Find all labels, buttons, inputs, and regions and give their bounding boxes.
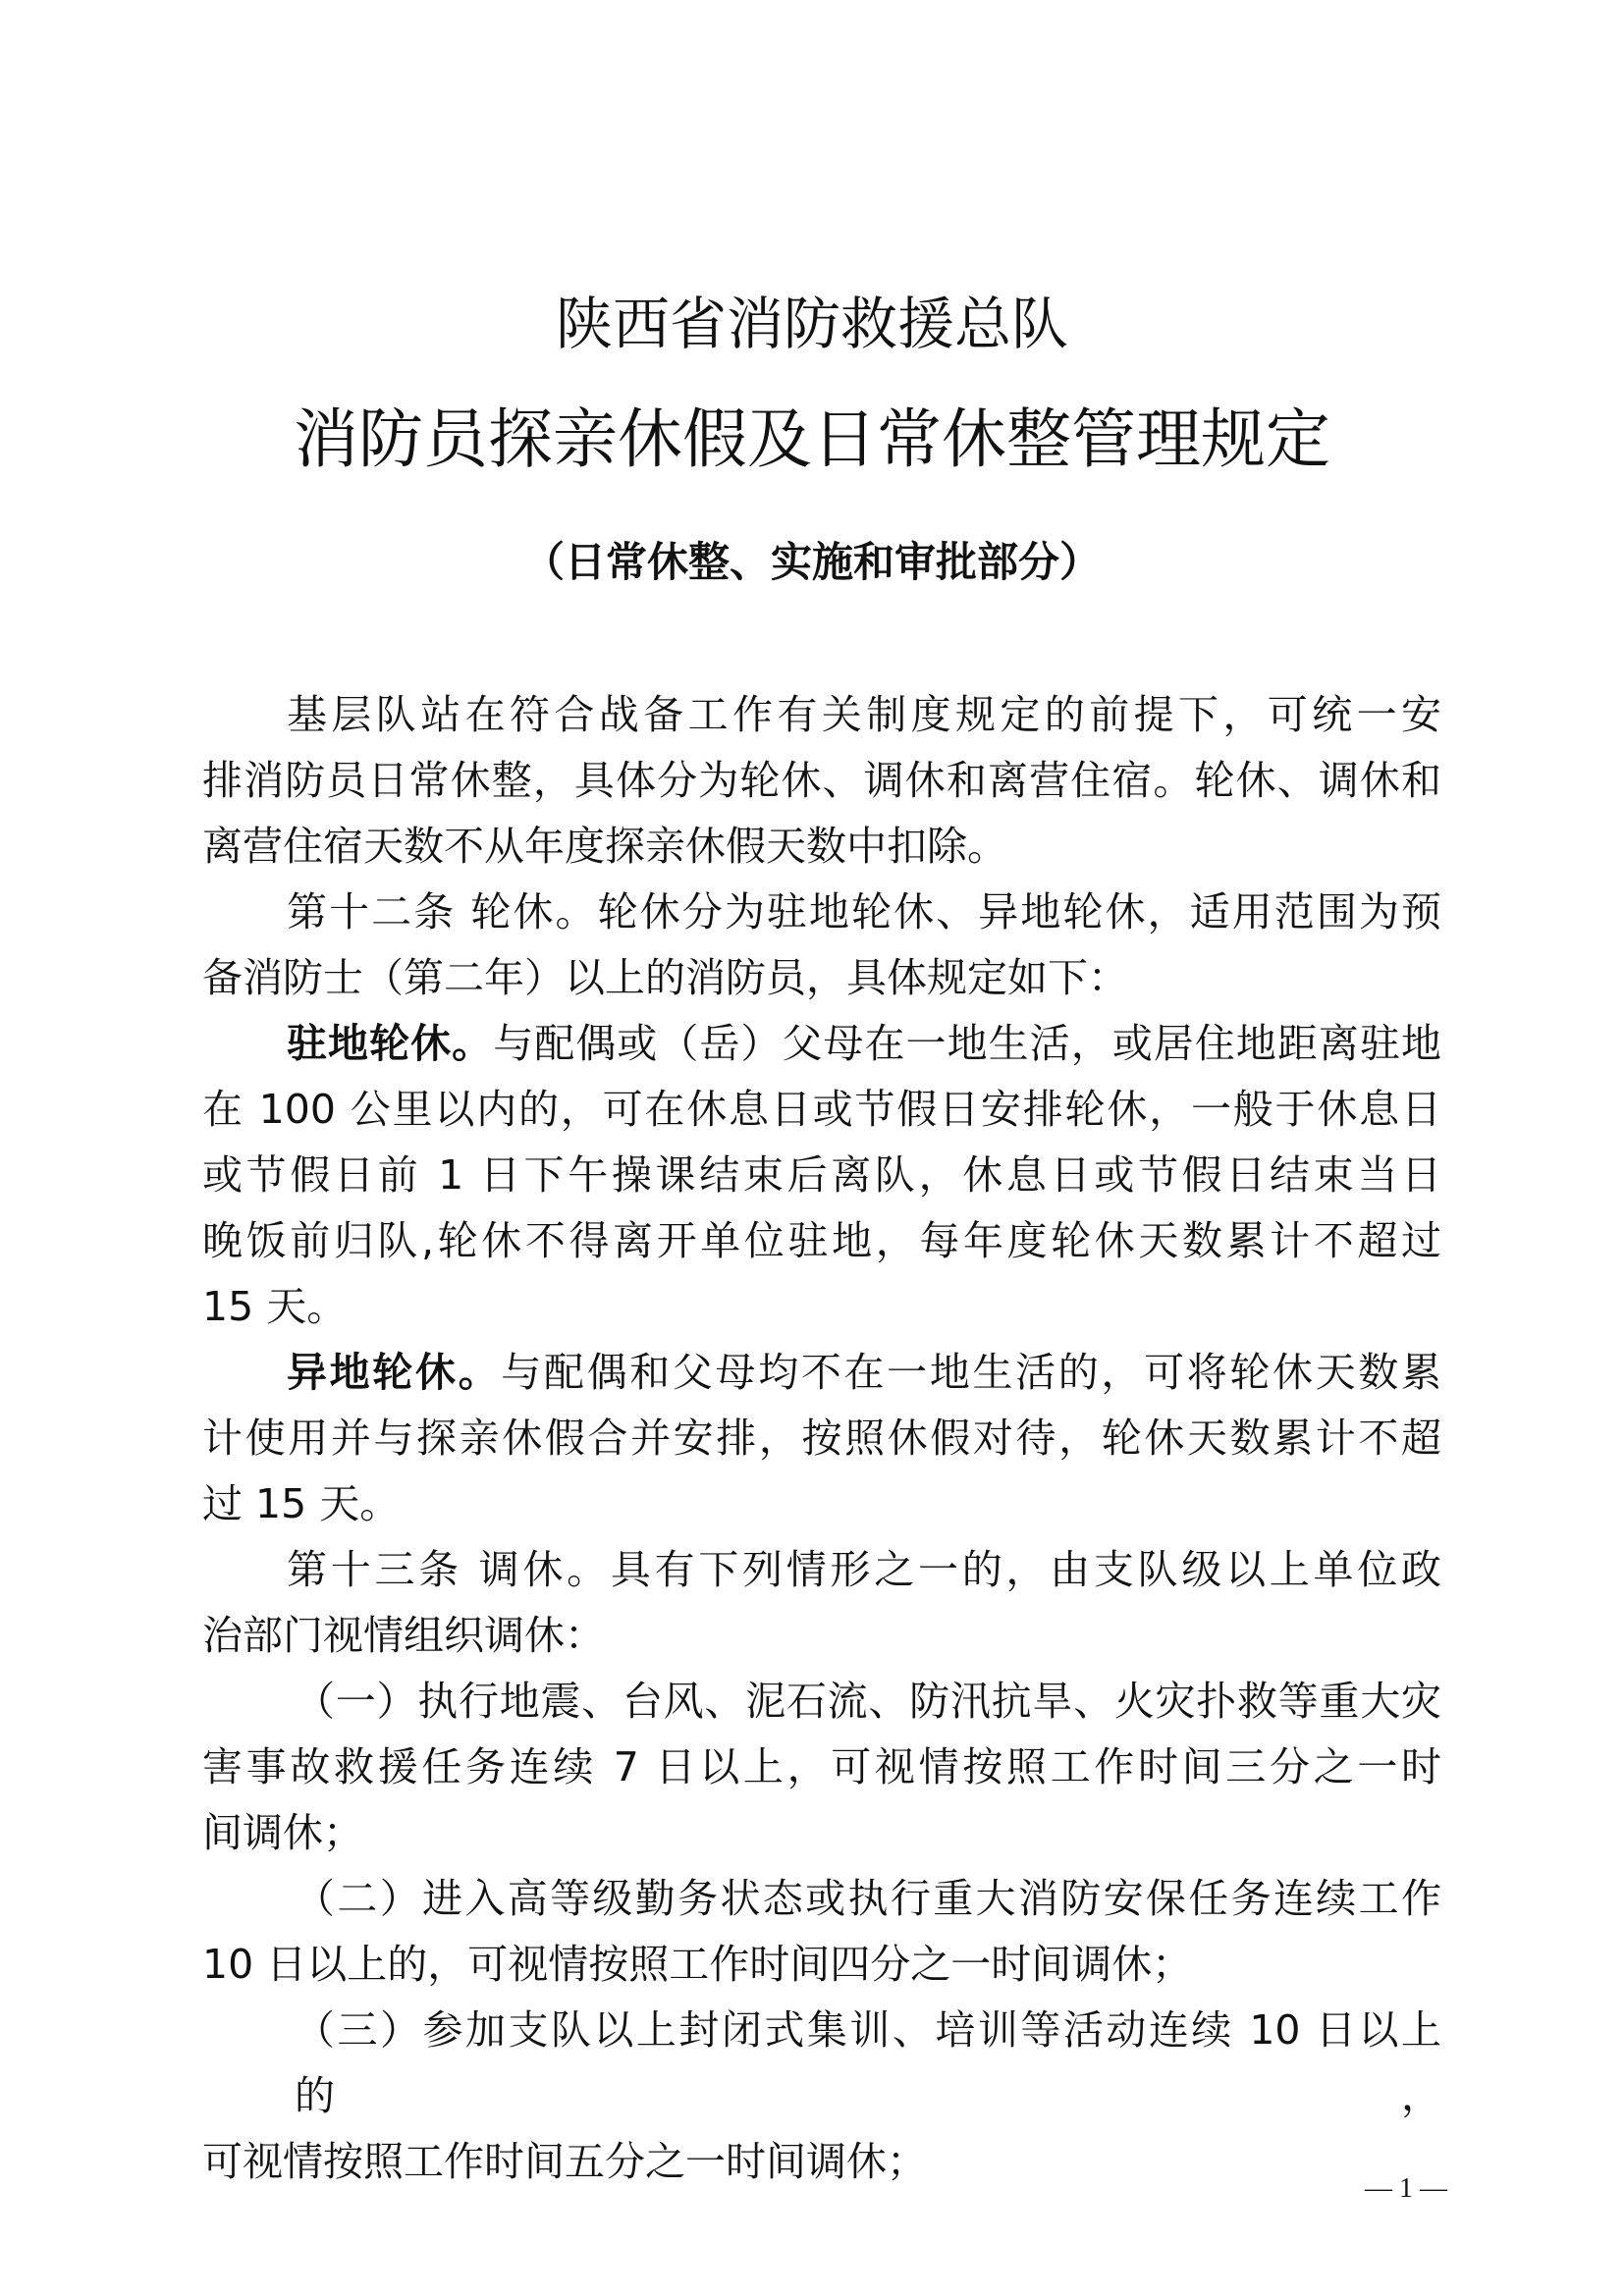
item-3-line: （三）参加支队以上封闭式集训、培训等活动连续 10 日以上的， (295, 2006, 1441, 2119)
document-body (202, 682, 1441, 2195)
body-line: 基层队站在符合战备工作有关制度规定的前提下，可统一安 (287, 691, 1441, 738)
item-2-line: （二）进入高等级勤务状态或执行重大消防安保任务连续工作 (295, 1875, 1441, 1922)
document-title-line1: 陕西省消防救援总队 (555, 291, 1068, 357)
body-line: 15 天。 (202, 1283, 348, 1330)
body-line: 离营住宿天数不从年度探亲休假天数中扣除。 (202, 823, 1007, 870)
body-line: 计使用并与探亲休假合并安排，按照休假对待，轮休天数累计不超 (202, 1415, 1441, 1462)
body-line: 或节假日前 1 日下午操课结束后离队，休息日或节假日结束当日 (202, 1151, 1441, 1199)
body-line: 间调休； (202, 1809, 363, 1856)
body-line: 排消防员日常休整，具体分为轮休、调休和离营住宿。轮休、调休和 (202, 757, 1441, 804)
local-rotation-line: 驻地轮休。与配偶或（岳）父母在一地生活，或居住地距离驻地 (287, 1020, 1441, 1067)
document-title-line2: 消防员探亲休假及日常休整管理规定 (294, 401, 1330, 477)
body-line: 晚饭前归队,轮休不得离开单位驻地，每年度轮休天数累计不超过 (202, 1217, 1441, 1264)
article-13-line: 第十三条 调休。具有下列情形之一的，由支队级以上单位政 (287, 1546, 1441, 1593)
document-subtitle: （日常休整、实施和审批部分） (522, 538, 1101, 586)
page-number: — 1 — (1365, 2173, 1447, 2204)
body-line: 害事故救援任务连续 7 日以上，可视情按照工作时间三分之一时 (202, 1743, 1441, 1790)
body-line: 备消防士（第二年）以上的消防员，具体规定如下： (202, 954, 1128, 1001)
remote-rotation-line: 异地轮休。与配偶和父母均不在一地生活的，可将轮休天数累 (287, 1349, 1442, 1396)
article-12-line: 第十二条 轮休。轮休分为驻地轮休、异地轮休，适用范围为预 (287, 888, 1441, 935)
body-line: 10 日以上的，可视情按照工作时间四分之一时间调休； (202, 1941, 1193, 1988)
bold-heading: 异地轮休。 (287, 1349, 502, 1396)
bold-heading: 驻地轮休。 (287, 1020, 494, 1067)
body-line: 治部门视情组织调休： (202, 1612, 605, 1659)
item-1-line: （一）执行地震、台风、泥石流、防汛抗旱、火灾扑救等重大灾 (295, 1678, 1441, 1725)
body-line: 可视情按照工作时间五分之一时间调休； (202, 2138, 927, 2185)
body-line: 在 100 公里以内的，可在休息日或节假日安排轮休，一般于休息日 (202, 1086, 1441, 1133)
body-line: 过 15 天。 (202, 1480, 401, 1527)
